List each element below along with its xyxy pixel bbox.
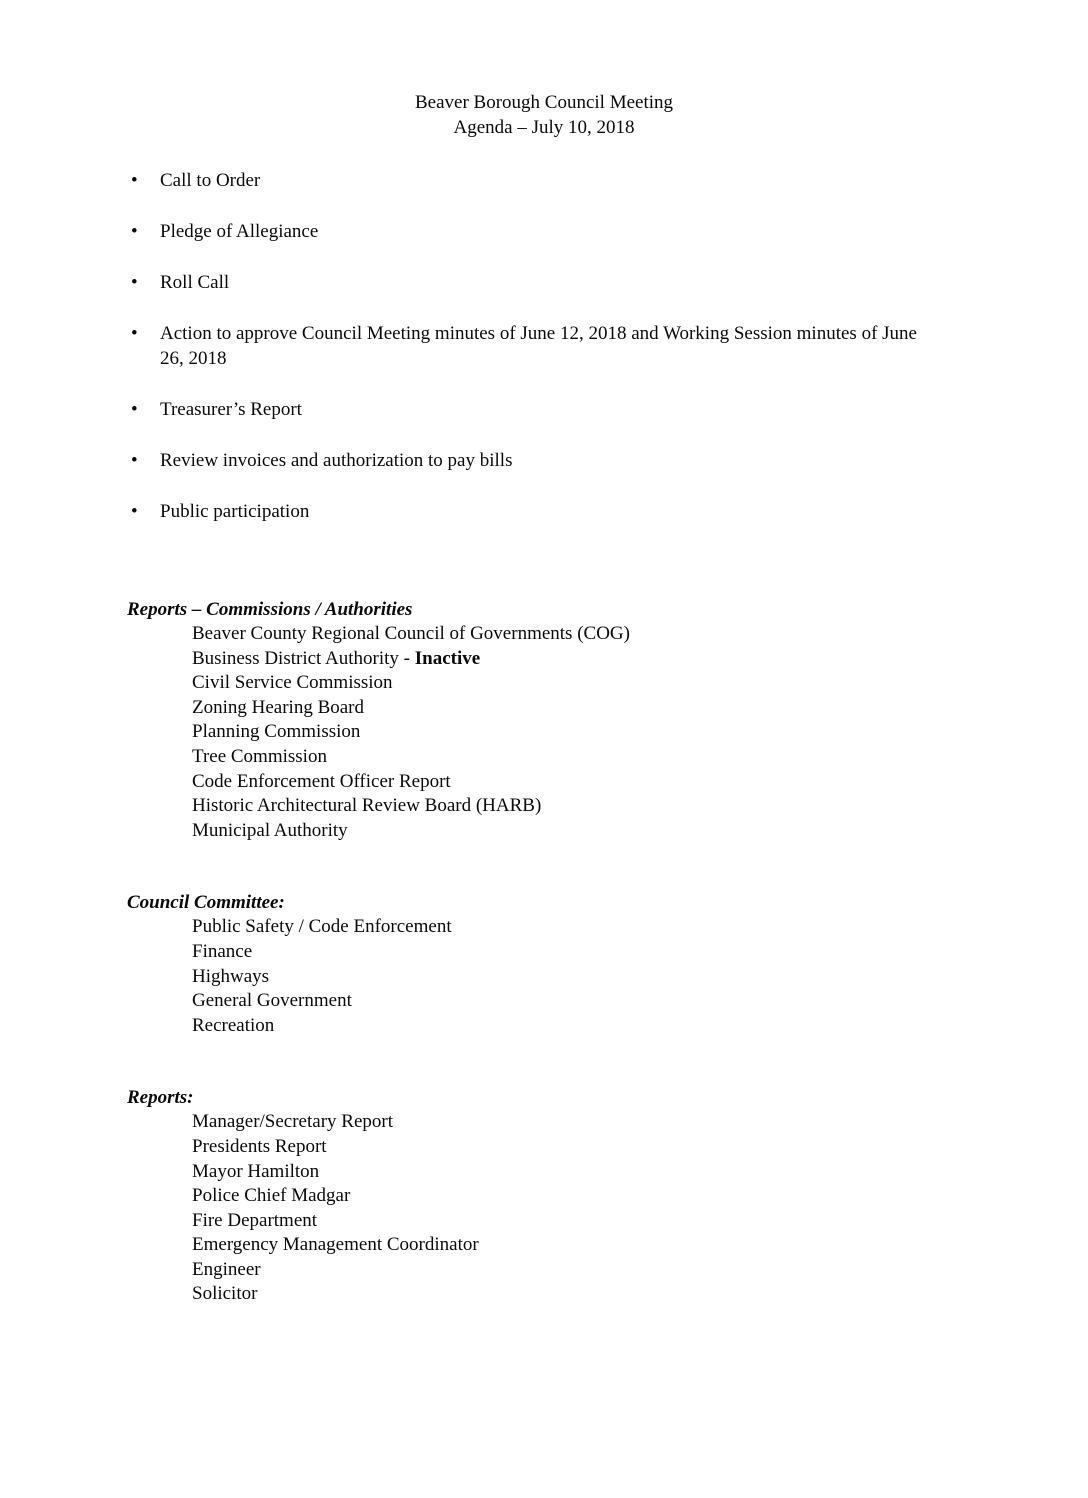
agenda-item: • Review invoices and authorization to pay bills (131, 448, 931, 473)
section-reports-commissions (127, 597, 987, 843)
agenda-document-page (0, 90, 1088, 1498)
report-item: Fire Department (192, 1209, 318, 1231)
section-gap (0, 550, 1088, 597)
section-heading-reports: Reports: (127, 1087, 194, 1109)
commission-authority-item: Historic Architectural Review Board (HARB) (192, 795, 542, 817)
document-title (0, 90, 1088, 140)
report-item: Solicitor (192, 1283, 258, 1305)
commission-authority-item: Municipal Authority (192, 819, 348, 841)
council-committee-item: Finance (192, 940, 253, 962)
agenda-item: • Pledge of Allegiance (131, 219, 931, 244)
council-committee-item: Public Safety / Code Enforcement (192, 916, 452, 938)
document-title-line2: Agenda – July 10, 2018 (453, 117, 635, 138)
council-committee-item: Recreation (192, 1014, 275, 1036)
report-item: Manager/Secretary Report (192, 1111, 393, 1133)
section-gap (0, 843, 1088, 890)
council-committee-item: Highways (192, 965, 270, 987)
report-item: Emergency Management Coordinator (192, 1234, 479, 1256)
section-council-committee (127, 890, 987, 1038)
section-items-council-committee (192, 915, 987, 1038)
report-item: Mayor Hamilton (192, 1160, 320, 1182)
section-items-reports-commissions (192, 622, 987, 843)
document-title-line1: Beaver Borough Council Meeting (414, 92, 674, 113)
section-gap (0, 1038, 1088, 1085)
agenda-item: • Public participation (131, 499, 931, 524)
commission-authority-item: Tree Commission (192, 745, 327, 767)
commission-authority-item: Code Enforcement Officer Report (192, 770, 451, 792)
report-item: Presidents Report (192, 1135, 327, 1157)
section-items-reports (192, 1110, 987, 1307)
agenda-bullet-list (131, 168, 931, 524)
agenda-item: • Action to approve Council Meeting minutes of June 12, 2018 and Working Session minutes of June 26, 2018 (131, 321, 931, 371)
commission-authority-item: Business District Authority - Inactive (192, 647, 481, 669)
agenda-item: • Roll Call (131, 270, 931, 295)
report-item: Engineer (192, 1258, 261, 1280)
report-item: Police Chief Madgar (192, 1185, 351, 1207)
agenda-item: • Call to Order (131, 168, 931, 193)
agenda-item: • Treasurer’s Report (131, 397, 931, 422)
section-reports (127, 1085, 987, 1307)
section-heading-council-committee: Council Committee: (127, 892, 285, 914)
section-heading-reports-commissions: Reports – Commissions / Authorities (127, 599, 413, 620)
commission-authority-item: Zoning Hearing Board (192, 696, 365, 718)
commission-authority-item: Beaver County Regional Council of Governments (COG) (192, 623, 630, 644)
commission-authority-item: Civil Service Commission (192, 672, 393, 694)
council-committee-item: General Government (192, 990, 352, 1012)
commission-authority-item: Planning Commission (192, 721, 361, 743)
commission-authority-item-bold: Inactive (414, 647, 481, 669)
